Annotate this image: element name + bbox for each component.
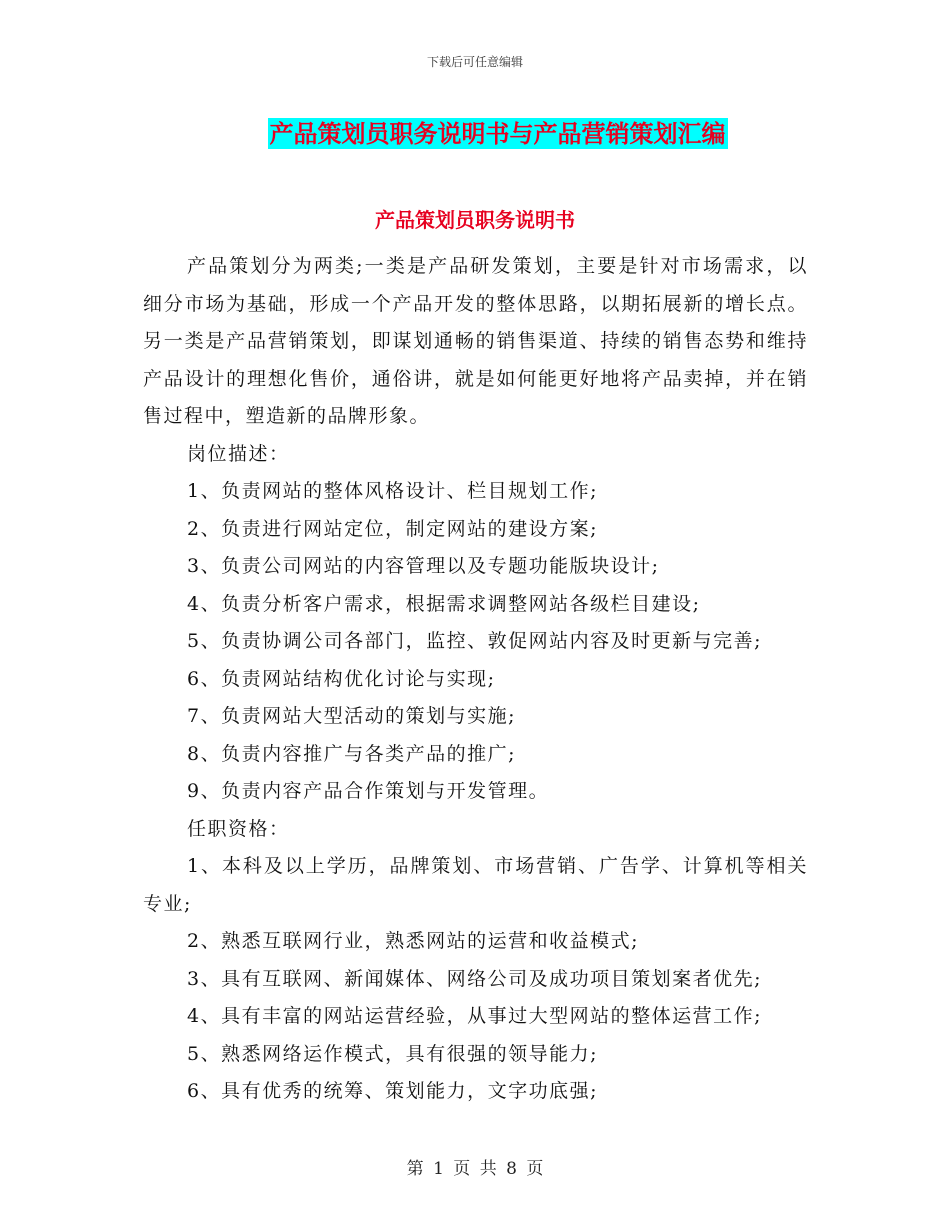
duty-item: 3、负责公司网站的内容管理以及专题功能版块设计; [187, 555, 660, 577]
page-number-footer: 第 1 页 共 8 页 [406, 1159, 544, 1179]
document-title-text: 产品策划员职务说明书与产品营销策划汇编 [269, 119, 726, 148]
document-title [0, 114, 950, 149]
duty-item: 5、负责协调公司各部门，监控、敦促网站内容及时更新与完善; [187, 630, 762, 652]
qualification-item: 4、具有丰富的网站运营经验，从事过大型网站的整体运营工作; [187, 1005, 762, 1027]
document-body [143, 248, 808, 1111]
duty-item: 7、负责网站大型活动的策划与实施; [187, 705, 516, 727]
qualifications-heading: 任职资格： [187, 817, 290, 840]
page-header-note: 下载后可任意编辑 [426, 55, 523, 69]
qualification-item: 5、熟悉网络运作模式，具有很强的领导能力; [187, 1042, 598, 1065]
duty-item: 8、负责内容推广与各类产品的推广; [187, 742, 516, 765]
duty-item: 6、负责网站结构优化讨论与实现; [187, 667, 496, 690]
intro-paragraph: 产品策划分为两类;一类是产品研发策划，主要是针对市场需求，以细分市场为基础，形成一个产品开发的整体思路，以期拓展新的增长点。另一类是产品营销策划，即谋划通畅的销售渠道、持续的销售态势和维持产品设计的理想化售价，通俗讲，就是如何能更好地将产品卖掉，并在销售过程中，塑造新的品牌形象。 [143, 255, 808, 427]
qualification-item: 1、本科及以上学历，品牌策划、市场营销、广告学、计算机等相关专业; [143, 855, 808, 915]
qualification-item: 2、熟悉互联网行业，熟悉网站的运营和收益模式; [187, 930, 639, 952]
qualification-item: 6、具有优秀的统筹、策划能力，文字功底强; [187, 1080, 598, 1102]
job-description-heading: 岗位描述： [187, 442, 290, 465]
duty-item: 4、负责分析客户需求，根据需求调整网站各级栏目建设; [187, 592, 701, 615]
section-title: 产品策划员职务说明书 [375, 208, 575, 232]
duty-item: 2、负责进行网站定位，制定网站的建设方案; [187, 517, 598, 540]
duty-item: 1、负责网站的整体风格设计、栏目规划工作; [187, 480, 598, 502]
qualification-item: 3、具有互联网、新闻媒体、网络公司及成功项目策划案者优先; [187, 967, 762, 990]
duty-item: 9、负责内容产品合作策划与开发管理。 [187, 780, 550, 802]
